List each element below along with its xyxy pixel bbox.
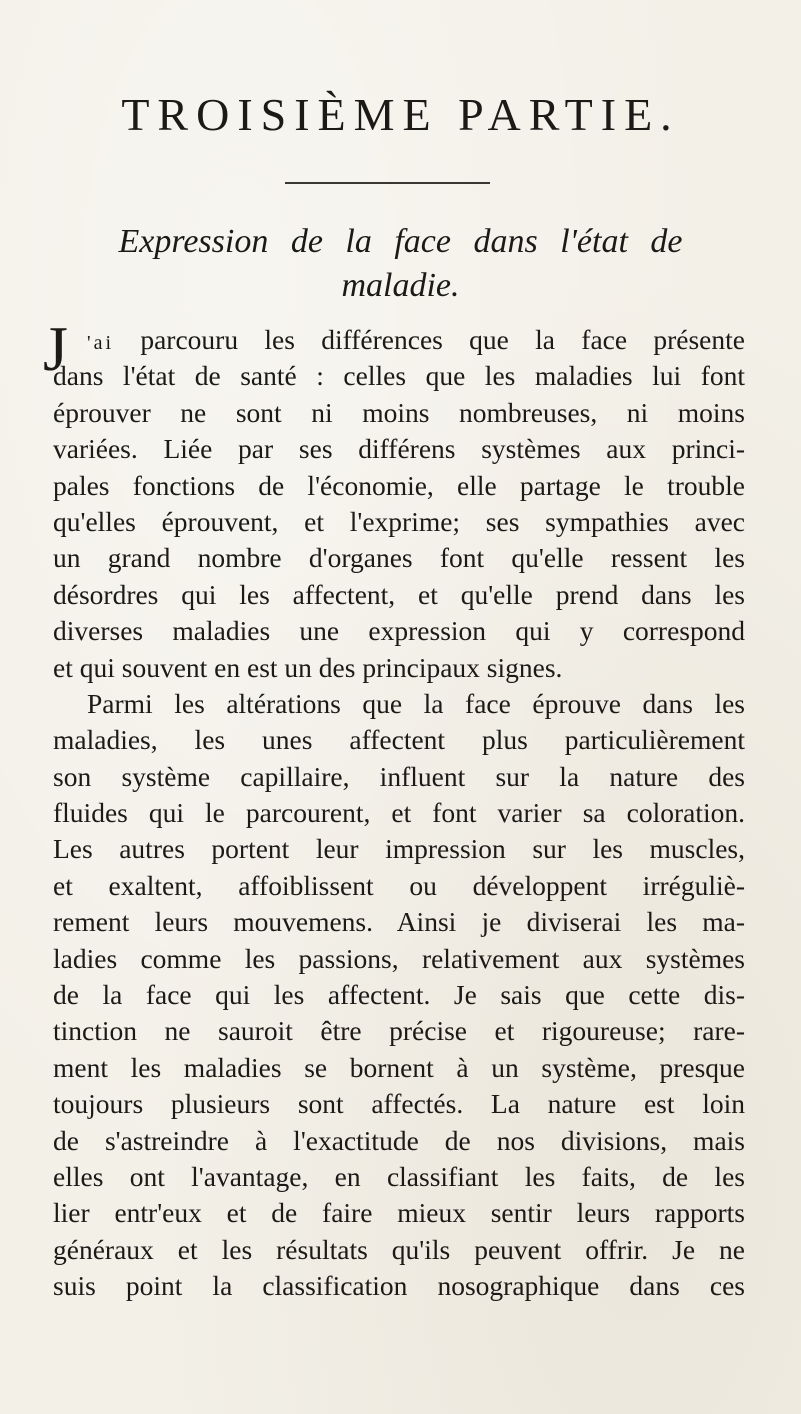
text-line: lier entr'eux et de faire mieux sentir leurs rapports — [53, 1197, 745, 1229]
text-line: généraux et les résultats qu'ils peuvent offrir. Je ne — [53, 1233, 745, 1265]
text-line-1-rest: parcouru les différences que la face présente — [114, 324, 745, 355]
drop-cap: J — [43, 313, 68, 384]
text-line: de la face qui les affectent. Je sais que cette dis- — [53, 979, 745, 1011]
text-line: maladies, les unes affectent plus particulièrement — [53, 724, 745, 756]
chapter-title — [30, 220, 771, 308]
text-line: diverses maladies une expression qui y correspond — [53, 615, 745, 647]
chapter-title-line-2: maladie. — [341, 267, 460, 304]
text-line: ment les maladies se bornent à un système, presque — [53, 1051, 745, 1083]
first-word-smallcaps: 'ai — [87, 332, 115, 354]
text-line: ladies comme les passions, relativement aux systèmes — [53, 942, 745, 974]
text-line: et qui souvent en est un des principaux signes. — [53, 651, 563, 683]
text-line: fluides qui le parcourent, et font varier sa coloration. — [53, 797, 745, 829]
title-divider-rule — [285, 182, 490, 184]
text-line: éprouver ne sont ni moins nombreuses, ni moins — [53, 396, 745, 428]
body-text — [43, 313, 745, 1305]
text-line: Parmi les altérations que la face éprouve dans les — [87, 687, 745, 719]
text-line: et exaltent, affoiblissent ou développent irréguliè- — [53, 869, 745, 901]
text-line: dans l'état de santé : celles que les maladies lui font — [53, 360, 745, 392]
text-line: toujours plusieurs sont affectés. La nature est loin — [53, 1088, 745, 1120]
chapter-title-line-1: Expression de la face dans l'état de — [118, 223, 683, 260]
text-line: variées. Liée par ses différens systèmes aux princi- — [53, 433, 745, 465]
text-line: son système capillaire, influent sur la nature des — [53, 760, 745, 792]
text-line: tinction ne sauroit être précise et rigoureuse; rare- — [53, 1015, 745, 1047]
text-line: rement leurs mouvemens. Ainsi je diviserai les ma- — [53, 906, 745, 938]
text-line: de s'astreindre à l'exactitude de nos divisions, mais — [53, 1124, 745, 1156]
text-line: Les autres portent leur impression sur les muscles, — [53, 833, 745, 865]
part-title: TROISIÈME PARTIE. — [121, 89, 680, 140]
text-line: suis point la classification nosographique dans ces — [53, 1270, 745, 1302]
text-line: qu'elles éprouvent, et l'exprime; ses sympathies avec — [53, 505, 745, 537]
text-line: pales fonctions de l'économie, elle partage le trouble — [53, 469, 745, 501]
text-line: elles ont l'avantage, en classifiant les faits, de les — [53, 1160, 745, 1192]
text-line: un grand nombre d'organes font qu'elle ressent les — [53, 542, 745, 574]
text-line: désordres qui les affectent, et qu'elle prend dans les — [53, 578, 745, 610]
